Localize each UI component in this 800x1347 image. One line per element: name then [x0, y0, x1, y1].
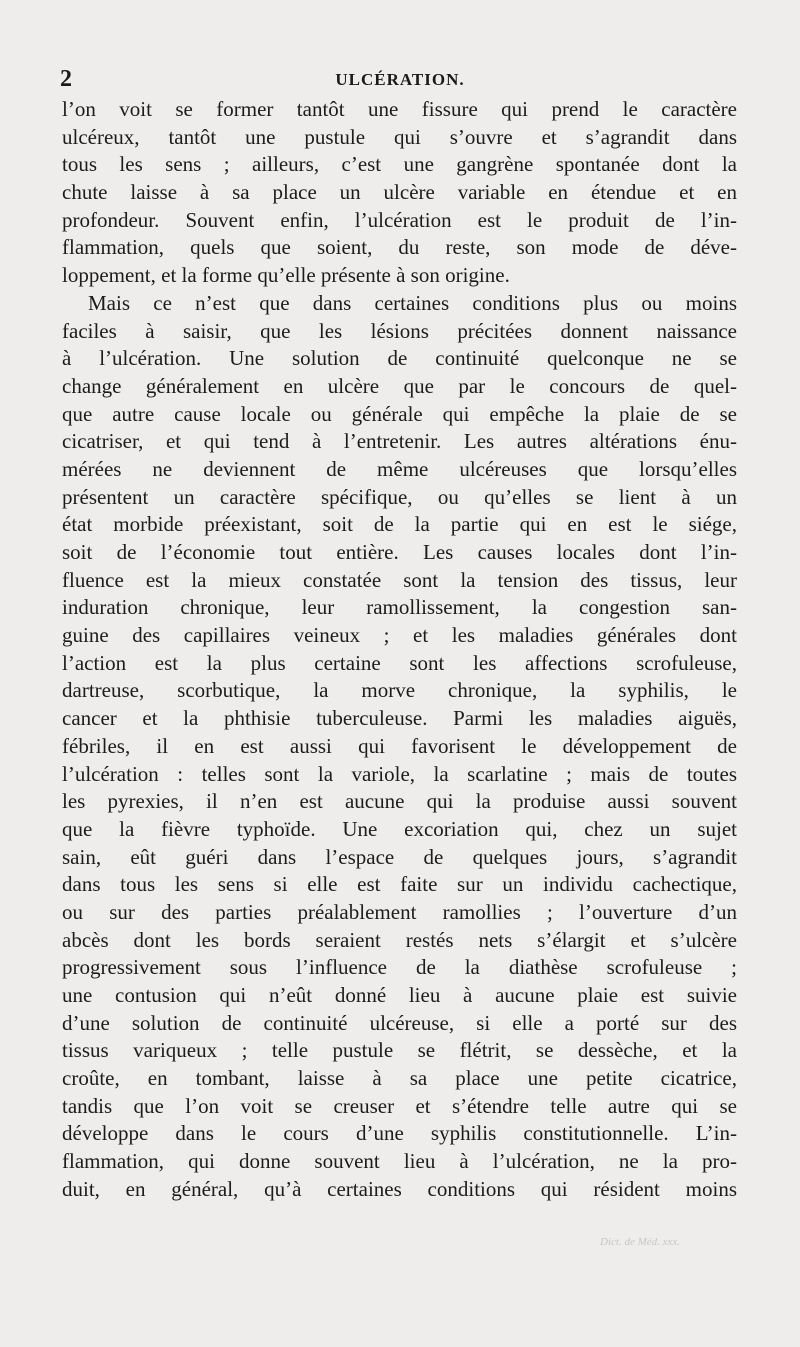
text-line: l’action est la plus certaine sont les affections scrofuleuse, [62, 650, 737, 675]
text-line: l’on voit se former tantôt une fissure qui prend le caractère [62, 97, 737, 121]
text-line: mérées ne deviennent de même ulcéreuses que lorsqu’elles [62, 456, 737, 481]
text-line: tous les sens ; ailleurs, c’est une gangrène spontanée dont la [62, 152, 737, 177]
text-line: que autre cause locale ou générale qui empêche la plaie de se [62, 401, 737, 426]
text-line: croûte, en tombant, laisse à sa place une petite cicatrice, [62, 1066, 737, 1091]
text-line: état morbide préexistant, soit de la partie qui en est le siége, [62, 512, 737, 537]
text-line: que la fièvre typhoïde. Une excoriation qui, chez un sujet [62, 816, 737, 841]
text-line: l’ulcération : telles sont la variole, la scarlatine ; mais de toutes [62, 761, 737, 786]
text-line: flammation, quels que soient, du reste, son mode de déve- [62, 235, 737, 260]
text-line: change généralement en ulcère que par le concours de quel- [62, 373, 737, 398]
text-line: fluence est la mieux constatée sont la tension des tissus, leur [62, 567, 737, 592]
text-line: sain, eût guéri dans l’espace de quelques jours, s’agrandit [62, 844, 737, 869]
text-line: dartreuse, scorbutique, la morve chronique, la syphilis, le [62, 678, 737, 703]
text-line: induration chronique, leur ramollissement, la congestion san- [62, 595, 737, 620]
text-line: tandis que l’on voit se creuser et s’étendre telle autre qui se [62, 1093, 737, 1118]
text-line: une contusion qui n’eût donné lieu à aucune plaie est suivie [62, 983, 737, 1007]
text-line: flammation, qui donne souvent lieu à l’ulcération, ne la pro- [62, 1149, 737, 1174]
text-line: d’une solution de continuité ulcéreuse, si elle a porté sur des [62, 1010, 737, 1035]
text-line: profondeur. Souvent enfin, l’ulcération est le produit de l’in- [62, 207, 737, 232]
text-line: dans tous les sens si elle est faite sur un individu cachectique, [62, 872, 737, 897]
text-line: cancer et la phthisie tuberculeuse. Parmi les maladies aiguës, [62, 706, 737, 731]
running-title: ULCÉRATION. [335, 70, 465, 89]
text-line: guine des capillaires veineux ; et les maladies générales dont [62, 623, 737, 648]
text-line: progressivement sous l’influence de la diathèse scrofuleuse ; [62, 955, 737, 980]
text-line: faciles à saisir, que les lésions précitées donnent naissance [62, 318, 737, 343]
text-line: ulcéreux, tantôt une pustule qui s’ouvre et s’agrandit dans [62, 124, 737, 149]
text-line: présentent un caractère spécifique, ou qu’elles se lient à un [62, 484, 737, 509]
text-line: les pyrexies, il n’en est aucune qui la produise aussi souvent [62, 789, 737, 814]
text-line: ou sur des parties préalablement ramollies ; l’ouverture d’un [62, 899, 737, 924]
body-text [62, 96, 737, 1204]
text-line: cicatriser, et qui tend à l’entretenir. Les autres altérations énu- [62, 429, 737, 454]
page-number: 2 [60, 66, 72, 92]
text-line: développe dans le cours d’une syphilis constitutionnelle. L’in- [62, 1121, 737, 1146]
text-line: chute laisse à sa place un ulcère variable en étendue et en [62, 180, 737, 205]
signature-mark: Dict. de Méd. xxx. [600, 1236, 681, 1248]
text-line: abcès dont les bords seraient restés nets s’élargit et s’ulcère [62, 927, 737, 952]
text-line: duit, en général, qu’à certaines conditions qui résident moins [62, 1176, 737, 1201]
text-line: fébriles, il en est aussi qui favorisent le développement de [62, 733, 737, 758]
text-line: tissus variqueux ; telle pustule se flétrit, se dessèche, et la [62, 1038, 737, 1063]
text-line: soit de l’économie tout entière. Les causes locales dont l’in- [62, 540, 737, 564]
paragraph-end-line: loppement, et la forme qu’elle présente à son origine. [62, 263, 510, 288]
text-line: à l’ulcération. Une solution de continuité quelconque ne se [62, 346, 737, 371]
running-head [60, 66, 740, 96]
paragraph-first-line: Mais ce n’est que dans certaines conditions plus ou moins [88, 290, 737, 315]
